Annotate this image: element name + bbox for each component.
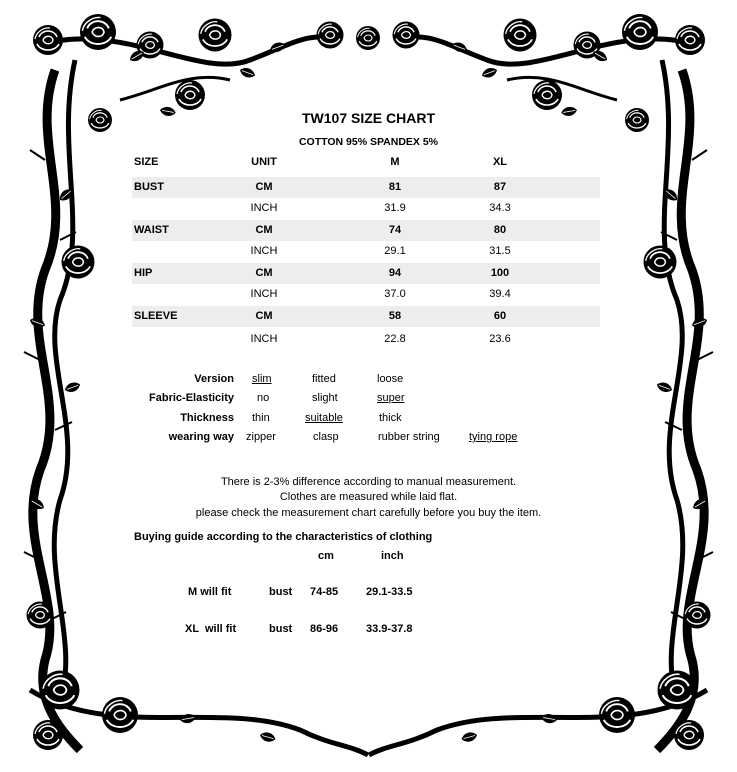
attribute-option-selected: slim [252,373,272,385]
note-line: please check the measurement chart carefully before you buy the item. [195,507,542,519]
attribute-option: fitted [312,373,336,385]
row-m: 37.0 [384,288,406,300]
row-unit: CM [255,224,273,236]
row-unit: INCH [250,245,278,257]
guide-part: bust [269,586,293,598]
note-line: There is 2-3% difference according to manual measurement. [220,476,517,488]
row-xl: 87 [493,181,507,193]
row-xl: 100 [490,267,510,279]
row-unit: INCH [250,333,278,345]
attribute-label: Version [194,373,234,385]
row-unit: CM [255,310,273,322]
guide-size: XL will fit [185,623,237,635]
row-m: 58 [388,310,402,322]
row-label: BUST [134,181,164,193]
row-m: 94 [388,267,402,279]
row-xl: 23.6 [489,333,511,345]
attribute-row-version [0,373,737,387]
row-label: HIP [134,267,153,279]
row-xl: 31.5 [489,245,511,257]
guide-cm-range: 74-85 [310,586,339,598]
header-size: SIZE [134,156,159,168]
row-unit: INCH [250,288,278,300]
attribute-option-selected: suitable [305,412,343,424]
row-unit: INCH [250,202,278,214]
table-row [132,284,600,305]
guide-inch-range: 29.1-33.5 [366,586,413,598]
table-row [132,329,600,350]
row-xl: 34.3 [489,202,511,214]
row-m: 81 [388,181,402,193]
header-m: M [390,156,400,168]
attribute-option: clasp [313,431,339,443]
row-xl: 80 [493,224,507,236]
row-xl: 39.4 [489,288,511,300]
guide-col-cm: cm [318,550,334,562]
row-label: SLEEVE [134,310,178,322]
row-m: 31.9 [384,202,406,214]
attribute-option-selected: super [377,392,405,404]
row-unit: CM [255,267,273,279]
attribute-option: thick [379,412,402,424]
attribute-label: Thickness [180,412,234,424]
table-row [132,177,600,198]
attribute-option: no [257,392,270,404]
guide-cm-range: 86-96 [310,623,339,635]
table-row [132,241,600,262]
page-title: TW107 SIZE CHART [301,110,435,126]
row-m: 74 [388,224,402,236]
row-label: WAIST [134,224,169,236]
guide-size: M will fit [188,586,232,598]
row-m: 29.1 [384,245,406,257]
attribute-label: wearing way [168,431,234,443]
header-xl: XL [492,156,508,168]
attribute-option: loose [377,373,404,385]
fabric-composition: COTTON 95% SPANDEX 5% [298,136,439,148]
attribute-option: thin [252,412,270,424]
header-unit: UNIT [251,156,277,168]
table-row [132,306,600,327]
attribute-row-wearing-way [0,431,737,445]
table-row [132,198,600,219]
table-row [132,263,600,284]
row-unit: CM [255,181,273,193]
attribute-label: Fabric-Elasticity [149,392,234,404]
attribute-option: rubber string [378,431,440,443]
attribute-option: slight [312,392,338,404]
guide-part: bust [269,623,293,635]
guide-inch-range: 33.9-37.8 [366,623,413,635]
row-xl: 60 [493,310,507,322]
attribute-option-selected: tying rope [469,431,518,443]
note-line: Clothes are measured while laid flat. [279,491,458,503]
attribute-row-elasticity [0,392,737,406]
row-m: 22.8 [384,333,406,345]
guide-col-inch: inch [381,550,404,562]
attribute-row-thickness [0,412,737,426]
table-row [132,220,600,241]
attribute-option: zipper [246,431,276,443]
buying-guide-title: Buying guide according to the characteristics of clothing [134,531,433,543]
